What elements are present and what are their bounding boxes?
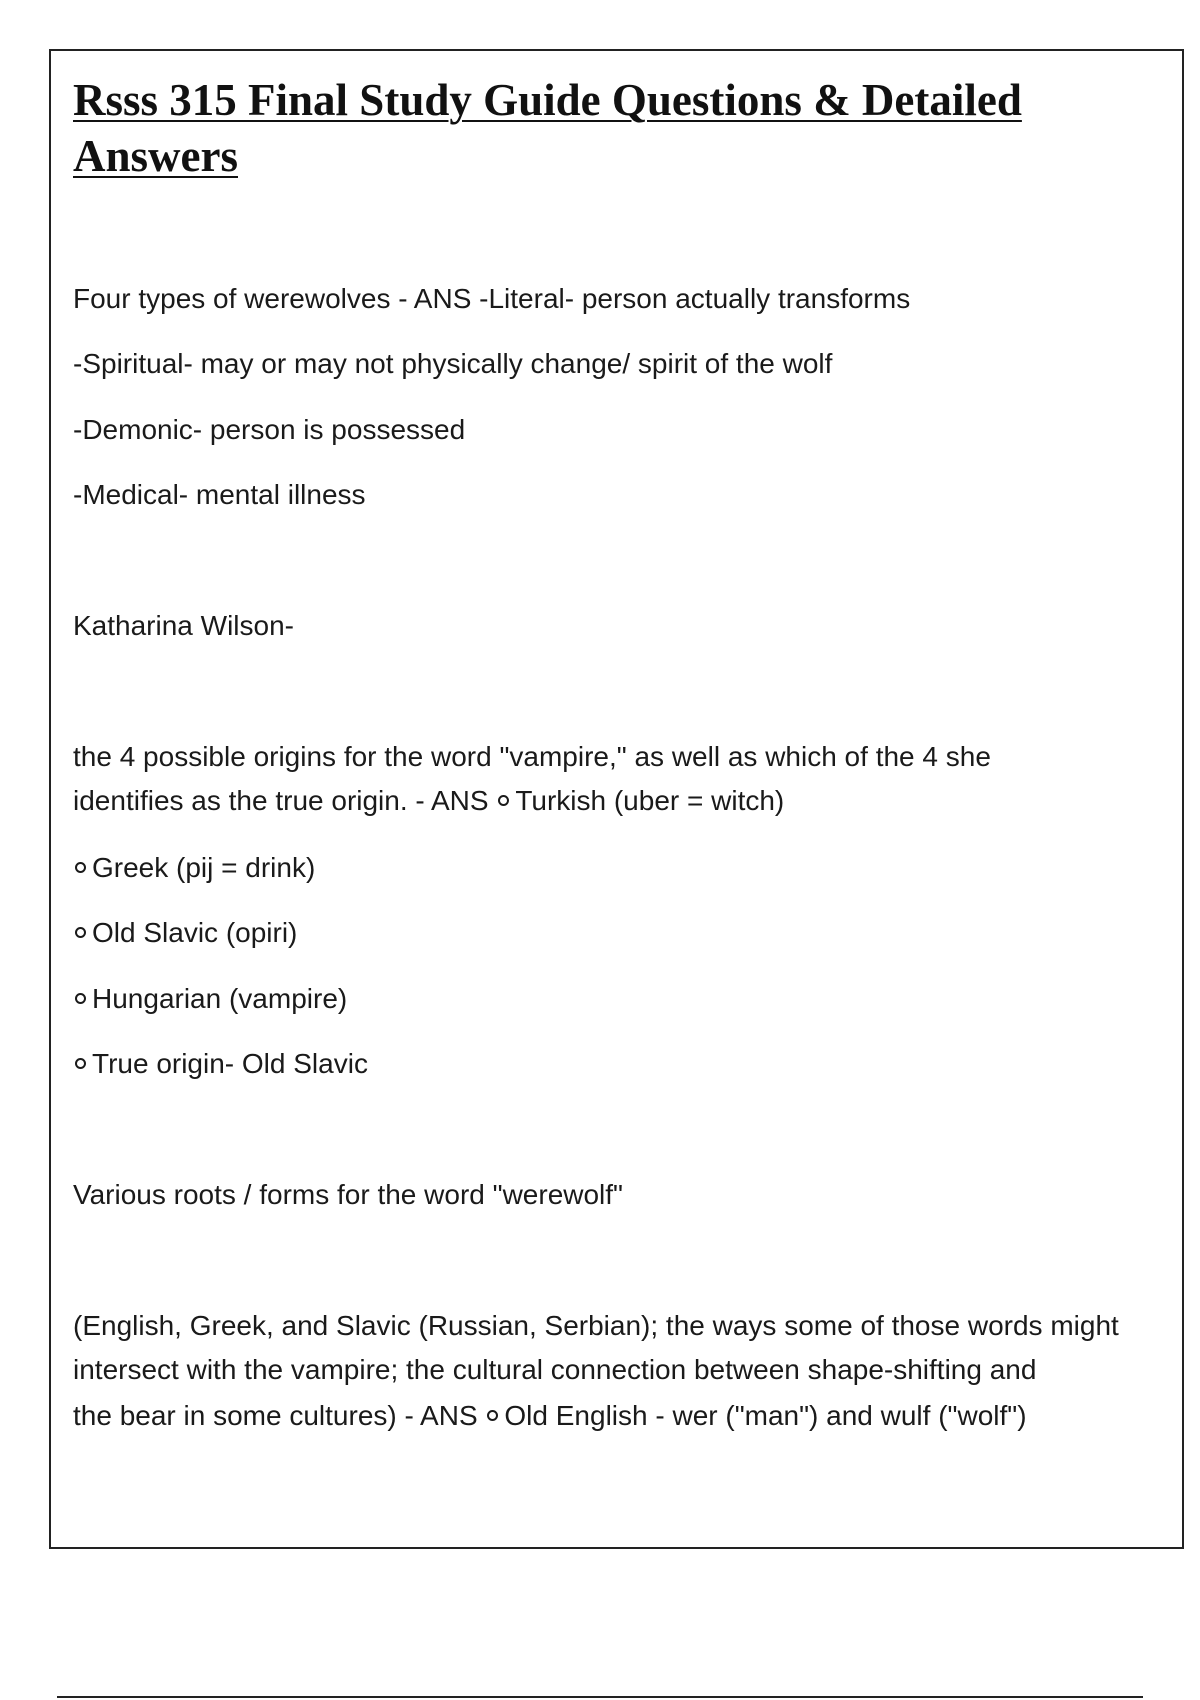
- hollow-bullet-icon: [487, 1410, 498, 1421]
- document-title: Rsss 315 Final Study Guide Questions & Detailed Answers: [73, 75, 1022, 181]
- bullet-item-text: Greek (pij = drink): [92, 852, 316, 883]
- bullet-item: [73, 846, 315, 890]
- q3-line-2-prefix: identifies as the true origin. - ANS: [73, 785, 489, 816]
- bullet-item-text: Old Slavic (opiri): [92, 917, 298, 948]
- hollow-bullet-icon: [75, 862, 86, 873]
- q1-line-1: Four types of werewolves - ANS -Literal- person actually transforms: [73, 283, 911, 314]
- q3-answer-first: Turkish (uber = witch): [515, 785, 785, 816]
- footer-rule: [57, 1696, 1143, 1698]
- bullet-item: [73, 977, 347, 1021]
- q5-line-2: intersect with the vampire; the cultural connection between shape-shifting and: [73, 1354, 1037, 1385]
- q5-answer-first: Old English - wer ("man") and wulf ("wolf"): [504, 1400, 1027, 1431]
- hollow-bullet-icon: [498, 795, 509, 806]
- q5-line-3-prefix: the bear in some cultures) - ANS: [73, 1400, 478, 1431]
- bullet-item: [73, 1042, 368, 1086]
- q4-line-1: Various roots / forms for the word "werewolf": [73, 1179, 623, 1210]
- bullet-item-text: True origin- Old Slavic: [92, 1048, 368, 1079]
- q1-line-4: -Medical- mental illness: [73, 479, 366, 510]
- q1-line-2: -Spiritual- may or may not physically change/ spirit of the wolf: [73, 348, 833, 379]
- q2-line-1: Katharina Wilson-: [73, 610, 294, 641]
- bullet-item: [73, 911, 297, 955]
- q3-line-2: [73, 779, 784, 823]
- hollow-bullet-icon: [75, 1058, 86, 1069]
- q5-line-3: [73, 1394, 1027, 1438]
- bullet-item-text: Hungarian (vampire): [92, 983, 348, 1014]
- hollow-bullet-icon: [75, 993, 86, 1004]
- q1-line-3: -Demonic- person is possessed: [73, 414, 466, 445]
- hollow-bullet-icon: [75, 927, 86, 938]
- q3-line-1: the 4 possible origins for the word "vampire," as well as which of the 4 she: [73, 741, 991, 772]
- q5-line-1: (English, Greek, and Slavic (Russian, Serbian); the ways some of those words might: [73, 1310, 1119, 1341]
